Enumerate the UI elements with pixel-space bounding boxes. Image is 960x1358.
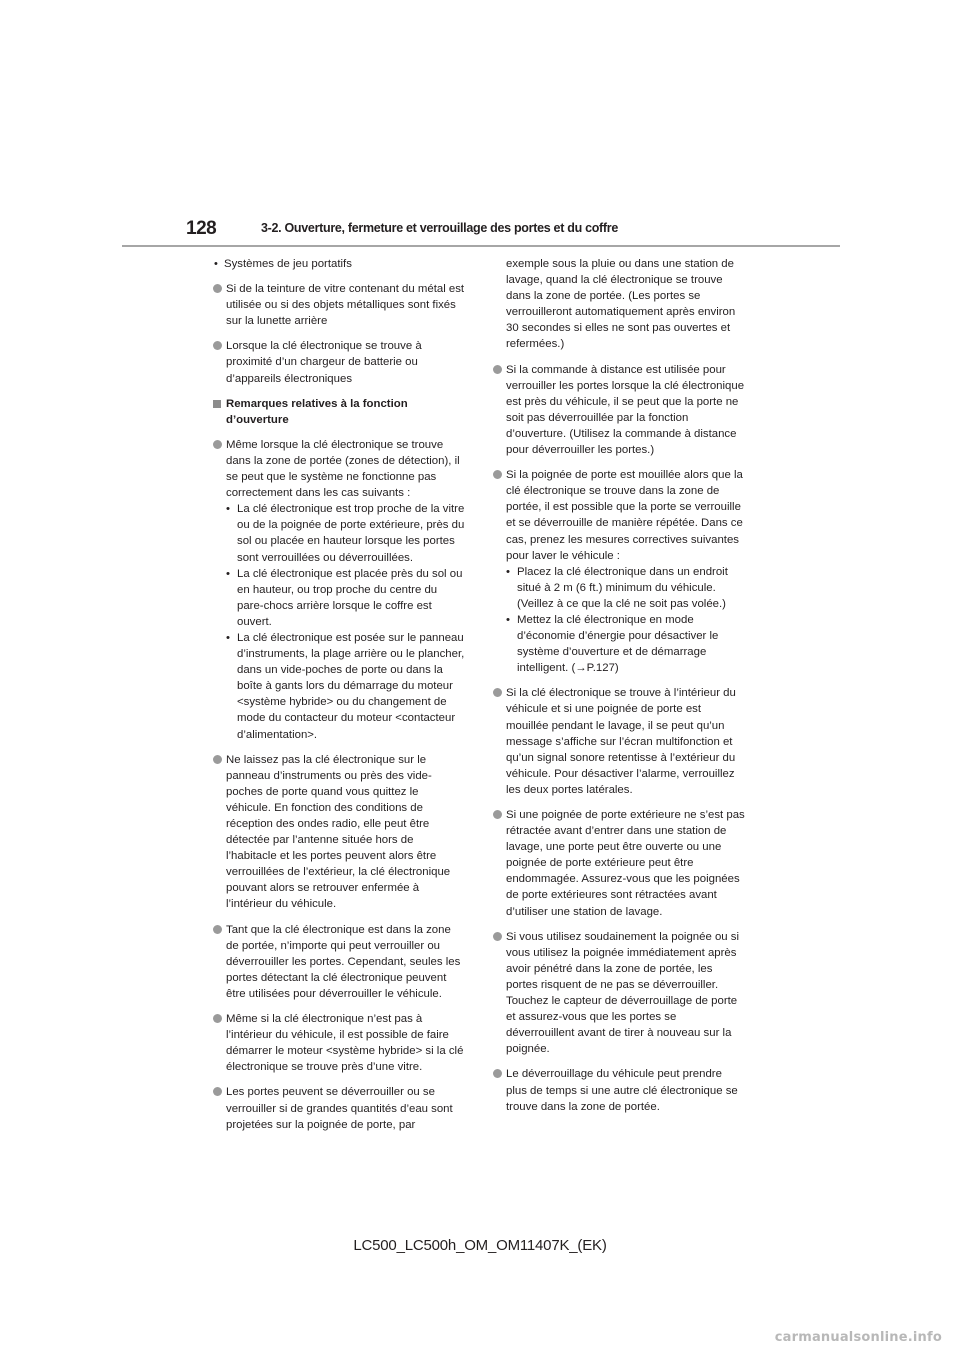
circle-bullet-icon xyxy=(213,1087,222,1096)
item-text: Tant que la clé électronique est dans la zone de portée, n’importe qui peut verrouiller ou déverrouiller les portes. Cependant, seules les portes détectant la clé électronique peuvent être utilisées pour déverrouiller le véhicule. xyxy=(226,923,461,1000)
sub-item-text: La clé électronique est posée sur le panneau d’instruments, la plage arrière ou le plancher, dans un vide-poches de porte ou dans la boîte à gants lors du démarrage du moteur <système hybride> ou du changement de mode du contacteur du moteur <contacteur d’alimentation>. xyxy=(237,631,465,741)
dash-bullet-icon: • xyxy=(226,567,230,580)
item-text: Le déverrouillage du véhicule peut prendre plus de temps si une autre clé électronique se trouve dans la zone de portée. xyxy=(506,1068,738,1113)
item-text: Lorsque la clé électronique se trouve à proximité d’un chargeur de batterie ou d’appareils électroniques xyxy=(226,340,422,385)
sub-list-item xyxy=(506,612,745,676)
list-item xyxy=(213,256,465,272)
section-heading xyxy=(213,396,465,428)
circle-bullet-icon xyxy=(493,932,502,941)
item-text: Systèmes de jeu portatifs xyxy=(224,258,352,270)
circle-bullet-icon xyxy=(213,440,222,449)
sub-item-text: Mettez la clé électronique en mode d’économie d’énergie pour désactiver le système d’ouverture et de démarrage intelligent. (→P.127) xyxy=(517,613,719,675)
circle-bullet-icon xyxy=(213,1014,222,1023)
sub-list-item xyxy=(226,501,465,565)
circle-bullet-icon xyxy=(213,341,222,350)
list-item xyxy=(213,752,465,913)
item-text: Si la poignée de porte est mouillée alors que la clé électronique se trouve dans la zone de portée, il est possible que la porte se verrouille et se déverrouille de manière répétée. Dans ce cas, prenez les mesures correctives suivantes pour laver le véhicule : xyxy=(506,469,743,562)
list-item xyxy=(213,922,465,1002)
item-text: exemple sous la pluie ou dans une station de lavage, quand la clé électronique se trouve dans la zone de portée. (Les portes se verrouilleront automatiquement après environ 30 secondes si elles ne sont pas ouvertes et refermées.) xyxy=(506,258,736,351)
circle-bullet-icon xyxy=(213,925,222,934)
item-text: Si la clé électronique se trouve à l’intérieur du véhicule et si une poignée de porte est mouillée pendant le lavage, il se peut qu’un message s’affiche sur l’écran multifonction et qu’un signal sonore retentisse à l’extérieur du véhicule. Pour désactiver l’alarme, verrouillez les deux portes latérales. xyxy=(506,687,736,796)
circle-bullet-icon xyxy=(493,365,502,374)
sub-list-item xyxy=(226,566,465,630)
dash-bullet-icon: • xyxy=(226,503,230,516)
header-divider xyxy=(122,245,840,247)
item-text: Si une poignée de porte extérieure ne s’est pas rétractée avant d’entrer dans une station de lavage, une porte peut être ouverte ou une poignée de porte extérieure peut être endommagée. Assurez-vous que les poignées de porte extérieures sont rétractées avant d’utiliser une station de lavage. xyxy=(506,809,745,918)
section-title: 3-2. Ouverture, fermeture et verrouillage des portes et du coffre xyxy=(261,221,619,235)
item-text: Si de la teinture de vitre contenant du métal est utilisée ou si des objets métalliques sont fixés sur la lunette arrière xyxy=(226,283,465,328)
circle-bullet-icon xyxy=(213,284,222,293)
item-text: Remarques relatives à la fonction d’ouverture xyxy=(226,397,408,426)
list-item xyxy=(213,338,465,386)
list-item xyxy=(493,362,745,459)
square-bullet-icon xyxy=(213,400,221,408)
circle-bullet-icon xyxy=(493,1069,502,1078)
sub-item-text: La clé électronique est placée près du sol ou en hauteur, ou trop proche du centre du pare-chocs arrière lorsque le coffre est ouvert. xyxy=(237,567,463,628)
circle-bullet-icon xyxy=(493,688,502,697)
sub-item-text: La clé électronique est trop proche de la vitre ou de la poignée de porte extérieure, près du sol ou placée en hauteur lorsque les portes sont verrouillées ou déverrouillées. xyxy=(237,503,465,564)
list-item xyxy=(213,281,465,329)
item-text: Même si la clé électronique n’est pas à l’intérieur du véhicule, il est possible de faire démarrer le moteur <système hybride> si la clé électronique se trouve près d’une vitre. xyxy=(226,1013,464,1074)
list-item xyxy=(493,807,745,920)
sub-item-text: Placez la clé électronique dans un endroit situé à 2 m (6 ft.) minimum du véhicule. (Veillez à ce que la clé ne soit pas volée.) xyxy=(517,565,728,610)
right-column xyxy=(493,256,745,1124)
document-code: LC500_LC500h_OM_OM11407K_(EK) xyxy=(353,1237,607,1254)
list-item xyxy=(213,1084,465,1132)
circle-bullet-icon xyxy=(493,470,502,479)
item-text: Ne laissez pas la clé électronique sur le panneau d’instruments ou près des vide-poches de porte quand vous quittez le véhicule. En fonction des conditions de réception des ondes radio, elle peut être détectée par l’antenne située hors de l’habitacle et les portes peuvent alors être verrouillées de l’extérieur, la clé électronique pouvant alors se retrouver enfermée à l’intérieur du véhicule. xyxy=(226,753,451,911)
paragraph-continuation xyxy=(493,256,745,353)
item-text: Si vous utilisez soudainement la poignée ou si vous utilisez la poignée immédiatement après avoir pénétré dans la zone de portée, les portes risquent de ne pas se déverrouiller. Touchez le capteur de déverrouillage de porte et assurez-vous que les portes se déverrouillent avant de tirer à nouveau sur la poignée. xyxy=(506,930,740,1056)
list-item xyxy=(493,1066,745,1114)
circle-bullet-icon xyxy=(213,755,222,764)
circle-bullet-icon xyxy=(493,810,502,819)
dash-bullet-icon: • xyxy=(214,258,218,270)
list-item xyxy=(213,1011,465,1075)
list-item xyxy=(493,929,745,1058)
page-number: 128 xyxy=(186,218,217,239)
item-text: Les portes peuvent se déverrouiller ou se verrouiller si de grandes quantités d’eau sont projetées sur la poignée de porte, par xyxy=(226,1086,453,1131)
watermark[interactable]: carmanualsonline.info xyxy=(774,1330,942,1345)
dash-bullet-icon: • xyxy=(226,631,230,644)
list-item xyxy=(493,467,745,676)
item-text: Si la commande à distance est utilisée pour verrouiller les portes lorsque la clé électronique est près du véhicule, il se peut que la porte ne soit pas déverrouillée par la fonction d’ouverture. (Utilisez la commande à distance pour déverrouiller les portes.) xyxy=(506,363,745,457)
sub-list-item xyxy=(226,630,465,743)
sub-list-item xyxy=(506,564,745,612)
list-item xyxy=(493,685,745,798)
dash-bullet-icon: • xyxy=(506,565,510,578)
dash-bullet-icon: • xyxy=(506,613,510,626)
list-item xyxy=(213,437,465,743)
item-text: Même lorsque la clé électronique se trouve dans la zone de portée (zones de détection), il se peut que le système ne fonctionne pas correctement dans les cas suivants : xyxy=(226,438,460,500)
left-column xyxy=(213,256,465,1142)
